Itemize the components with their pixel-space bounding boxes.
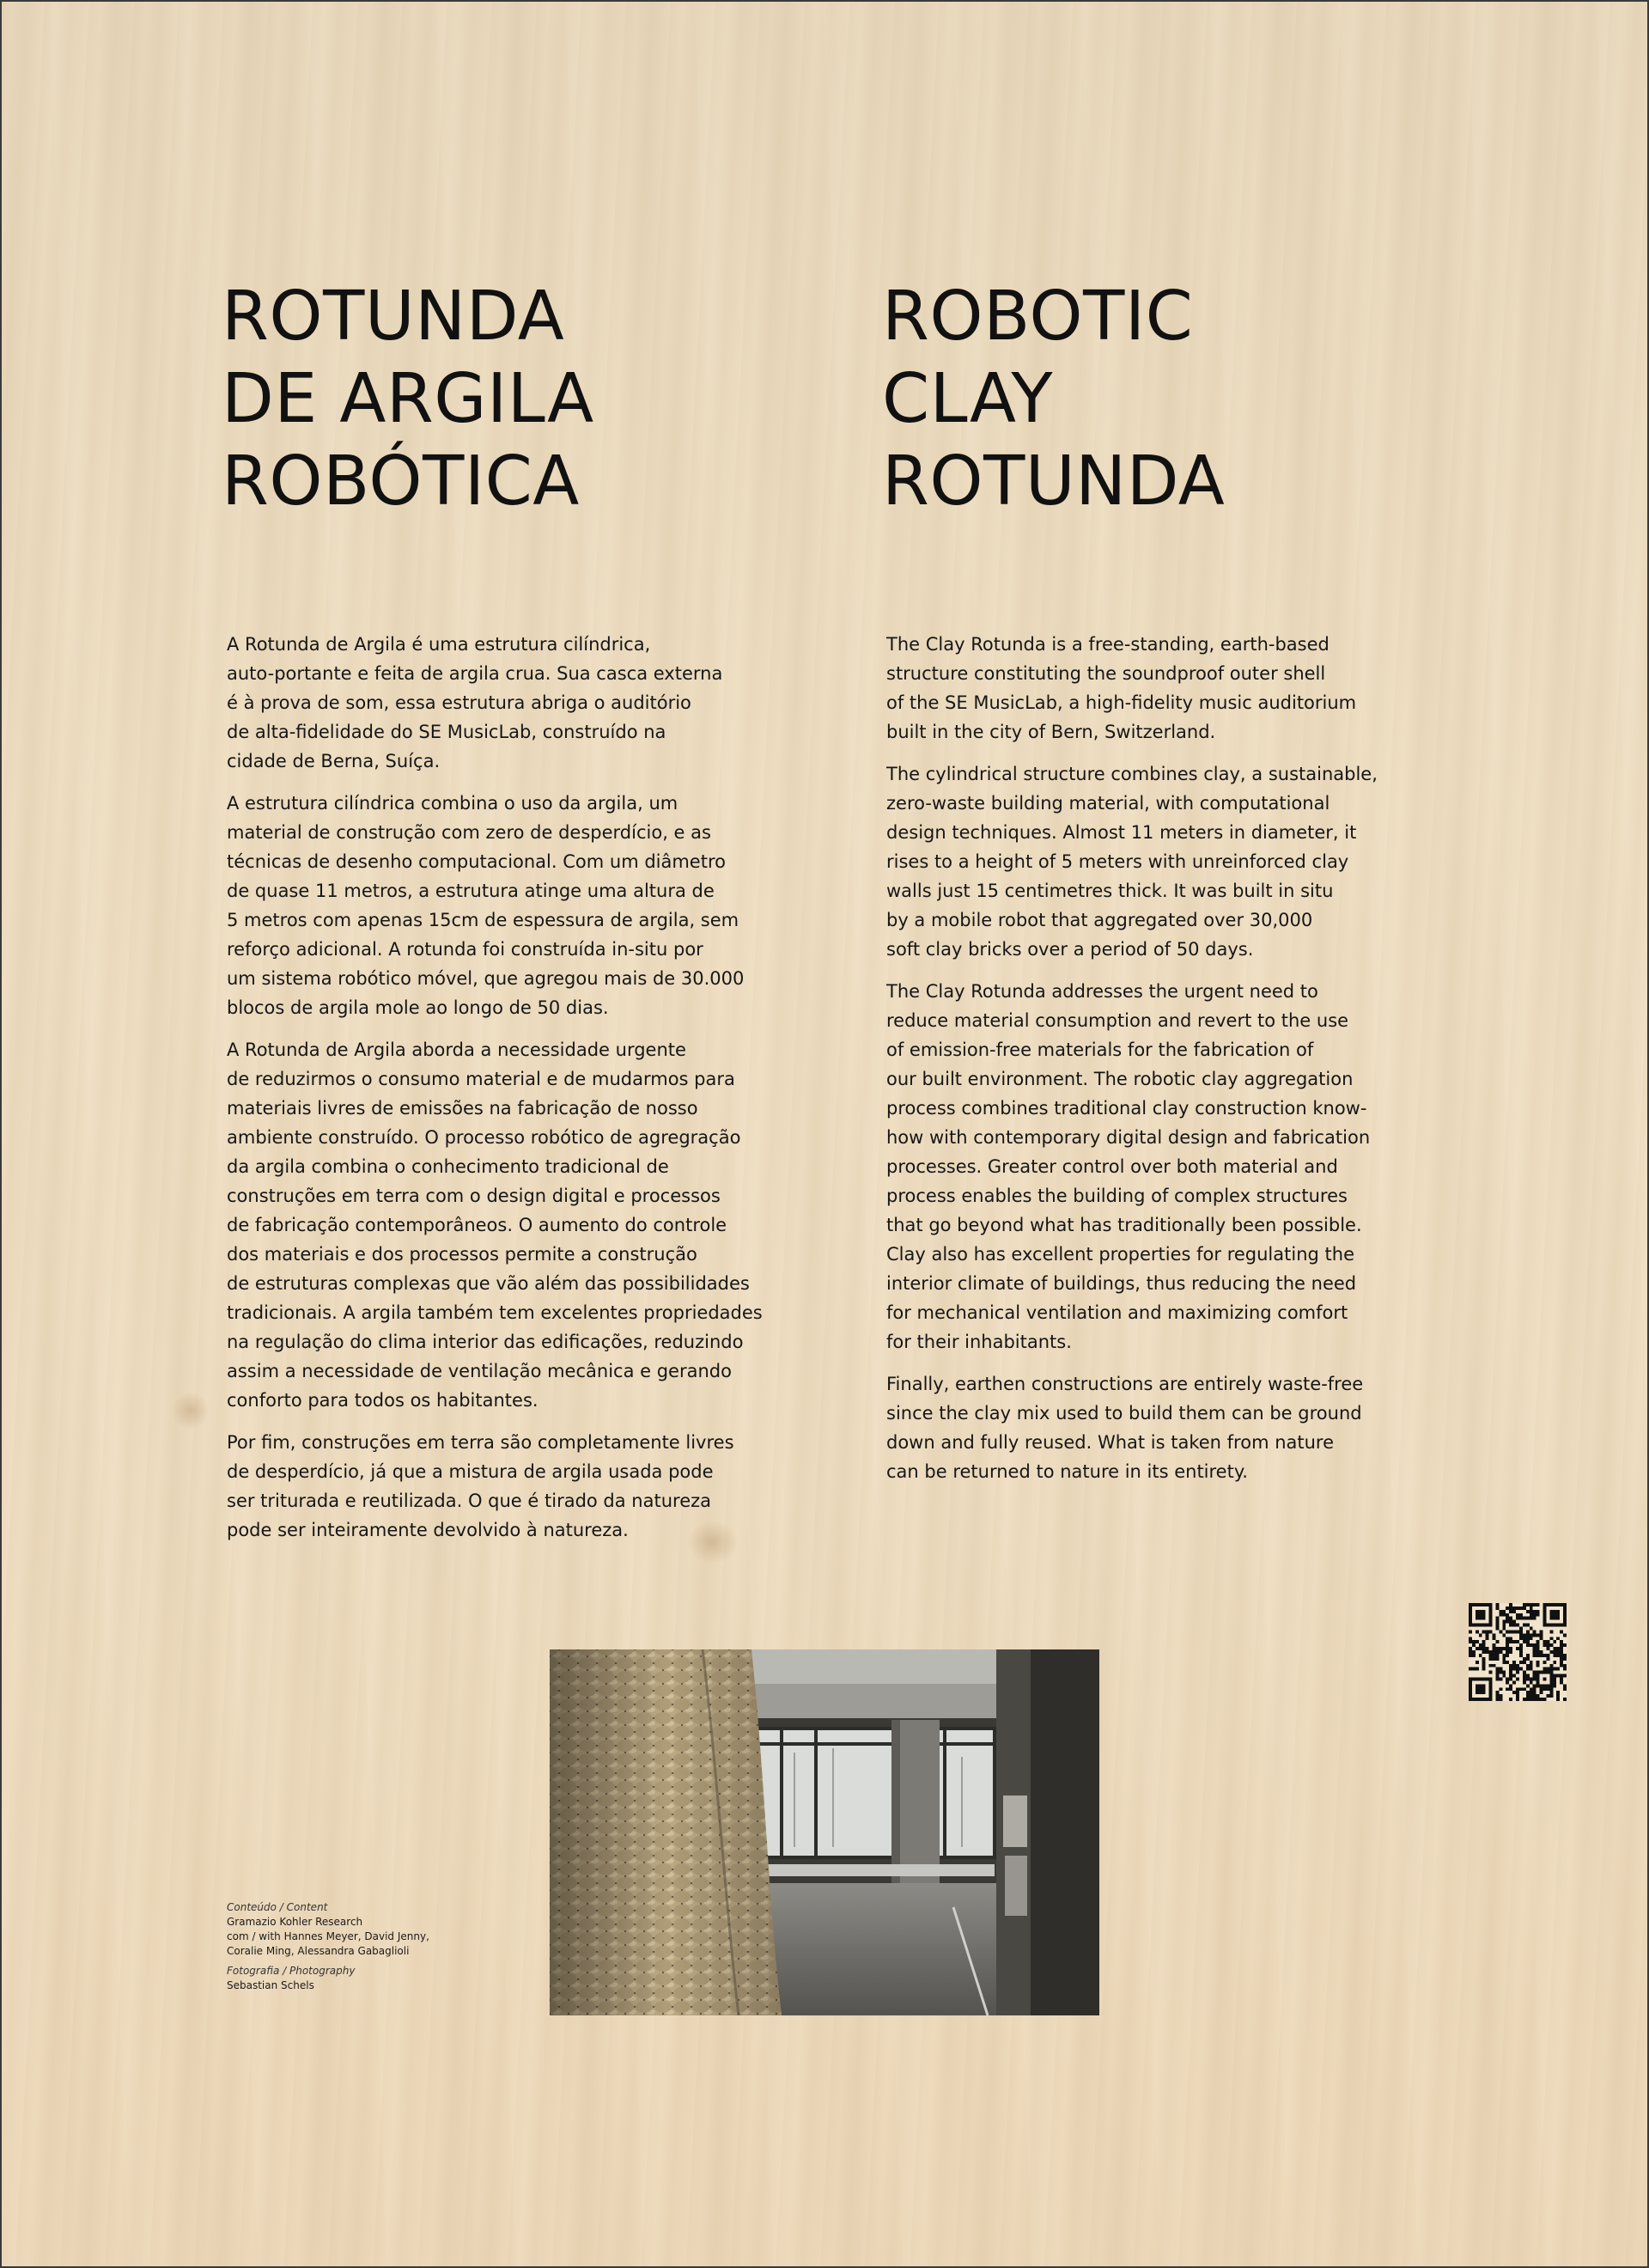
title-line: ROBÓTICA: [222, 442, 580, 521]
paragraph: A estrutura cilíndrica combina o uso da argila, um material de construção com zero de desperdício, e as técnicas de desenho computacional. Com um diâmetro de quase 11 metros, a estrutura atinge uma altura de 5 metros com apenas 15cm de espessura de argila, sem reforço adicional. A rotunda foi construída in-situ por um sistema robótico móvel, que agregou mais de 30.000 blocos de argila mole ao longo de 50 dias.: [227, 793, 745, 1018]
credits: [227, 1900, 429, 1993]
credits-line: Coralie Ming, Alessandra Gabaglioli: [227, 1945, 410, 1957]
paragraph: A Rotunda de Argila aborda a necessidade urgente de reduzirmos o consumo material e de mudarmos para materiais livres de emissões na fabricação de nosso ambiente construído. O processo robótico de agregração da argila combina o conhecimento tradicional de construções em terra com o design digital e processos de fabricação contemporâneos. O aumento do controle dos materiais e dos processos permite a construção de estruturas complexas que vão além das possibilidades tradicionais. A argila também tem excelentes propriedades na regulação do clima interior das edificações, reduzindo assim a necessidade de ventilação mecânica e gerando conforto para todos os habitantes.: [227, 1040, 763, 1411]
paragraph: The cylindrical structure combines clay, a sustainable, zero-waste building material, with computational design techniques. Almost 11 meters in diameter, it rises to a height of 5 meters with unreinforced clay walls just 15 centimetres thick. It was built in situ by a mobile robot that aggregated over 30,000 soft clay bricks over a period of 50 days.: [886, 764, 1378, 960]
title-portuguese: [222, 275, 771, 522]
paragraph: The Clay Rotunda is a free-standing, earth-based structure constituting the soundproof outer shell of the SE MusicLab, a high-fidelity music auditorium built in the city of Bern, Switzerland.: [886, 634, 1357, 742]
wood-knot: [172, 1392, 210, 1430]
paragraph: A Rotunda de Argila é uma estrutura cilíndrica, auto-portante e feita de argila crua. Sua casca externa é à prova de som, essa estrutura abriga o auditório de alta-fidelidade do SE MusicLab, construído na cidade de Berna, Suíça.: [227, 634, 723, 771]
title-english: [882, 275, 1432, 522]
rotunda-photo-illustration: [550, 1649, 1099, 2015]
title-line: ROTUNDA: [222, 277, 565, 356]
paragraph: The Clay Rotunda addresses the urgent need to reduce material consumption and revert to the use of emission-free materials for the fabrication of our built environment. The robotic clay aggregation process combines traditional clay construction know- how with contemporary digital design and fabrication processes. Greater control over both material and process enables the building of complex structures that go beyond what has traditionally been possible. Clay also has excellent properties for regulating the interior climate of buildings, thus reducing the need for mechanical ventilation and maximizing comfort for their inhabitants.: [886, 981, 1371, 1352]
credits-content-label: Conteúdo / Content: [227, 1901, 328, 1913]
rotunda-photo: [550, 1649, 1099, 2015]
title-line: ROBOTIC: [882, 277, 1194, 356]
column-english: [882, 275, 1432, 522]
title-line: DE ARGILA: [222, 359, 594, 438]
credits-line: Gramazio Kohler Research: [227, 1916, 363, 1928]
credits-photographer: Sebastian Schels: [227, 1979, 314, 1991]
qr-code[interactable]: [1469, 1603, 1567, 1701]
body-english: [886, 630, 1445, 1499]
credits-line: com / with Hannes Meyer, David Jenny,: [227, 1930, 429, 1942]
title-line: CLAY: [882, 359, 1054, 438]
paragraph: Finally, earthen constructions are entirely waste-free since the clay mix used to build them can be ground down and fully reused. What is taken from nature can be returned to nature in its entirety.: [886, 1374, 1364, 1482]
column-portuguese: [222, 275, 771, 522]
body-portuguese: [227, 630, 785, 1558]
title-line: ROTUNDA: [882, 442, 1226, 521]
paragraph: Por fim, construções em terra são completamente livres de desperdício, já que a mistura de argila usada pode ser triturada e reutilizada. O que é tirado da natureza pode ser inteiramente devolvido à natureza.: [227, 1432, 734, 1540]
credits-photo-label: Fotografia / Photography: [227, 1965, 356, 1977]
